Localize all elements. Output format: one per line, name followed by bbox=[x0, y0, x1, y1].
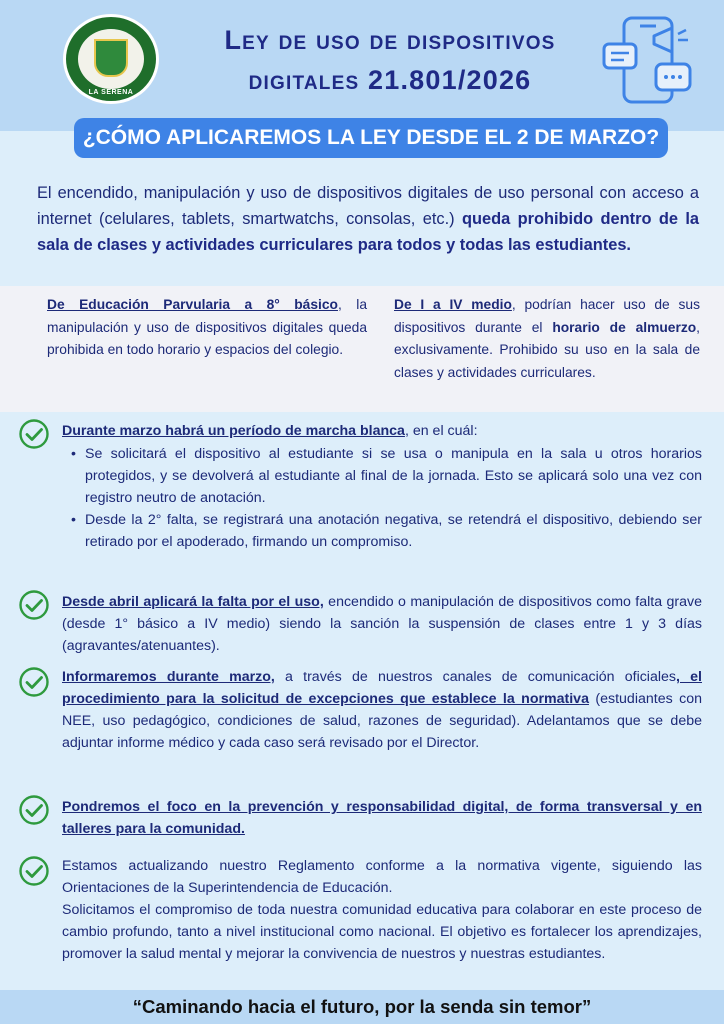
level-media-text-2: , exclusivamente. Prohibido su uso en la sala de clases y actividades curriculares. bbox=[394, 319, 700, 380]
level-basic bbox=[47, 294, 367, 362]
intro-paragraph bbox=[37, 180, 699, 258]
level-media-bold: horario de almuerzo bbox=[552, 319, 697, 335]
footer-motto: “Caminando hacia el futuro, por la senda sin temor” bbox=[0, 990, 724, 1024]
check-circle-icon bbox=[18, 794, 50, 826]
check-circle-icon bbox=[18, 855, 50, 887]
item-4-title: Pondremos el foco en la prevención y responsabilidad digital, de forma transversal y en talleres para la comunidad. bbox=[62, 799, 702, 837]
level-media-text-1: , podrían hacer uso de sus dispositivos durante el bbox=[394, 297, 700, 335]
check-circle-icon bbox=[18, 589, 50, 621]
subtitle-banner: ¿CÓMO APLICAREMOS LA LEY DESDE EL 2 DE MARZO? bbox=[74, 118, 668, 158]
check-circle-icon bbox=[18, 666, 50, 698]
item-abril bbox=[62, 591, 702, 657]
item-prevencion bbox=[62, 796, 702, 840]
title-line-1: Ley de uso de dispositivos bbox=[224, 25, 556, 55]
intro-text: El encendido, manipulación y uso de dispositivos digitales de uso personal con acceso a internet (celulares, tablets, smartwatchs, consolas, etc.) bbox=[37, 184, 699, 228]
item-1-text: , en el cuál: bbox=[404, 423, 478, 439]
item-informaremos bbox=[62, 666, 702, 754]
item-5-paragraph-2: Solicitamos el compromiso de toda nuestra comunidad educativa para colaborar en este proceso de cambio profundo, tanto a nivel institucional como nacional. El objetivo es fortalecer los aprendizajes, promover la salud mental y mejorar la convivencia de nuestros y nuestras estudiantes. bbox=[62, 902, 702, 962]
list-item: • Desde la 2° falta, se registrará una anotación negativa, se retendrá el dispositivo, debiendo ser retirado por el apoderado, firmando un compromiso. bbox=[62, 509, 702, 553]
level-basic-text: , la manipulación y uso de dispositivos digitales queda prohibida en todo horario y espacios del colegio. bbox=[47, 297, 367, 357]
item-2-title: Desde abril aplicará la falta por el uso, bbox=[62, 594, 324, 610]
title-line-2: digitales 21.801/2026 bbox=[248, 65, 532, 95]
item-3-text-1: a través de nuestros canales de comunicación oficiales bbox=[274, 669, 676, 685]
item-3-text-2: (estudiantes con NEE, uso pedagógico, condiciones de salud, razones de seguridad). Adelantamos que se debe adjuntar informe médico y cada caso será revisado por el Director. bbox=[62, 691, 702, 751]
item-marcha-blanca bbox=[62, 420, 702, 553]
page-title bbox=[180, 20, 600, 100]
item-3-bold: , el procedimiento para la solicitud de excepciones que establece la normativa bbox=[62, 669, 702, 707]
phone-chat-icon bbox=[600, 12, 696, 108]
level-basic-title: De Educación Parvularia a 8° básico bbox=[47, 297, 338, 312]
item-2-text: encendido o manipulación de dispositivos como falta grave (desde 1° básico a IV medio) siendo la sanción la suspensión de clases entre 1 y 3 días (agravantes/atenuantes). bbox=[62, 594, 702, 654]
item-reglamento bbox=[62, 855, 702, 965]
item-1-lead bbox=[62, 420, 702, 442]
item-5-paragraph-1: Estamos actualizando nuestro Reglamento conforme a la normativa vigente, siguiendo las Orientaciones de la Superintendencia de Educación. bbox=[62, 858, 702, 896]
check-circle-icon bbox=[18, 418, 50, 450]
list-item: • Se solicitará el dispositivo al estudiante si se usa o manipula en la sala u otros horarios protegidos, y se devolverá al estudiante al final de la jornada. Esto se aplicará solo una vez con registro neutro de anotación. bbox=[62, 443, 702, 509]
level-media-title: De I a IV medio bbox=[394, 297, 512, 312]
item-1-list bbox=[62, 443, 702, 553]
level-media bbox=[394, 294, 700, 384]
logo-shield-icon bbox=[94, 39, 128, 77]
item-3-title: Informaremos durante marzo, bbox=[62, 669, 275, 685]
logo-place: LA SERENA bbox=[88, 89, 134, 96]
school-logo bbox=[63, 14, 159, 104]
levels-section bbox=[0, 286, 724, 412]
intro-bold: queda prohibido dentro de la sala de clases y actividades curriculares para todos y todas las estudiantes. bbox=[37, 210, 700, 254]
item-1-title: Durante marzo habrá un período de marcha blanca bbox=[62, 423, 405, 439]
